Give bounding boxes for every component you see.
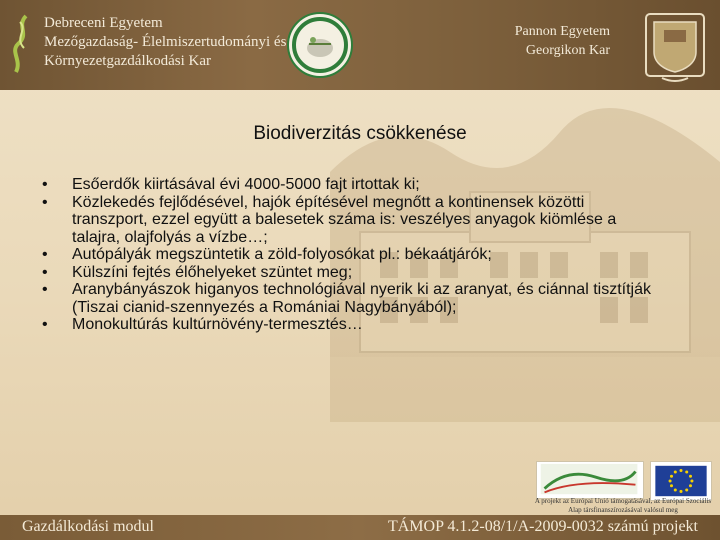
bullet-list [42, 176, 662, 334]
bullet-marker: • [42, 176, 48, 193]
footer-project-id: TÁMOP 4.1.2-08/1/A-2009-0032 számú projekt [387, 518, 698, 535]
footer-banner [0, 515, 720, 540]
eu-flag-logo [650, 461, 712, 501]
bullet-marker: • [42, 316, 48, 333]
uj-magyarorszag-logo [536, 461, 644, 499]
title-right-line-2: Georgikon Kar [525, 43, 610, 58]
bullet-marker: • [42, 246, 48, 263]
bullet-item [42, 316, 662, 334]
bullet-marker: • [42, 281, 48, 298]
bullet-item [42, 176, 662, 194]
faculty-seal-icon [287, 12, 353, 78]
bullet-item [42, 194, 662, 247]
bullet-text: Esőerdők kiirtásával évi 4000-5000 fajt irtottak ki; [72, 176, 420, 193]
university-logo-icon [6, 12, 38, 78]
title-left-line-2: Mezőgazdaság- Élelmiszertudományi és [44, 34, 287, 50]
bullet-text: Aranybányászok higanyos technológiával nyerik ki az aranyat, és ciánnal tisztítják (Tiszai cianid-szennyezés a Romániai Nagybányából); [72, 281, 651, 316]
title-right-line-1: Pannon Egyetem [514, 24, 610, 39]
bullet-item [42, 246, 662, 264]
uj-magyarorszag-logo-icon [537, 462, 643, 498]
bullet-marker: • [42, 263, 48, 281]
bullet-text: Autópályák megszüntetik a zöld-folyosókat pl.: békaátjárók; [72, 246, 492, 263]
title-left-line-1: Debreceni Egyetem [44, 15, 163, 31]
slide-title: Biodiverzitás csökkenése [253, 123, 467, 144]
eu-funding-note: A projekt az Európai Unió támogatásával, az Európai Szociális Alap társfinanszírozásával valósul meg [534, 497, 712, 514]
bullet-item [42, 281, 662, 316]
bullet-text: Külszíni fejtés élőhelyeket szüntet meg; [72, 263, 353, 281]
header-banner [0, 0, 720, 90]
bullet-text: Monokultúrás kultúrnövény-termesztés… [72, 316, 363, 333]
bullet-item [42, 264, 662, 282]
debrecen-university-title [44, 14, 286, 71]
title-left-line-3: Környezetgazdálkodási Kar [44, 53, 212, 69]
eu-flag-icon [651, 462, 711, 500]
pannon-university-title [510, 22, 610, 60]
bullet-marker: • [42, 193, 48, 211]
georgikon-crest-icon [638, 8, 712, 84]
footer-module-name: Gazdálkodási modul [22, 518, 154, 535]
bullet-text: Közlekedés fejlődésével, hajók építésével megnőtt a kontinensek közötti transzport, ezzel együtt a balesetek száma is: veszélyes anyagok kiömlése a talajra, olajfolyás a vízbe…; [72, 193, 617, 246]
